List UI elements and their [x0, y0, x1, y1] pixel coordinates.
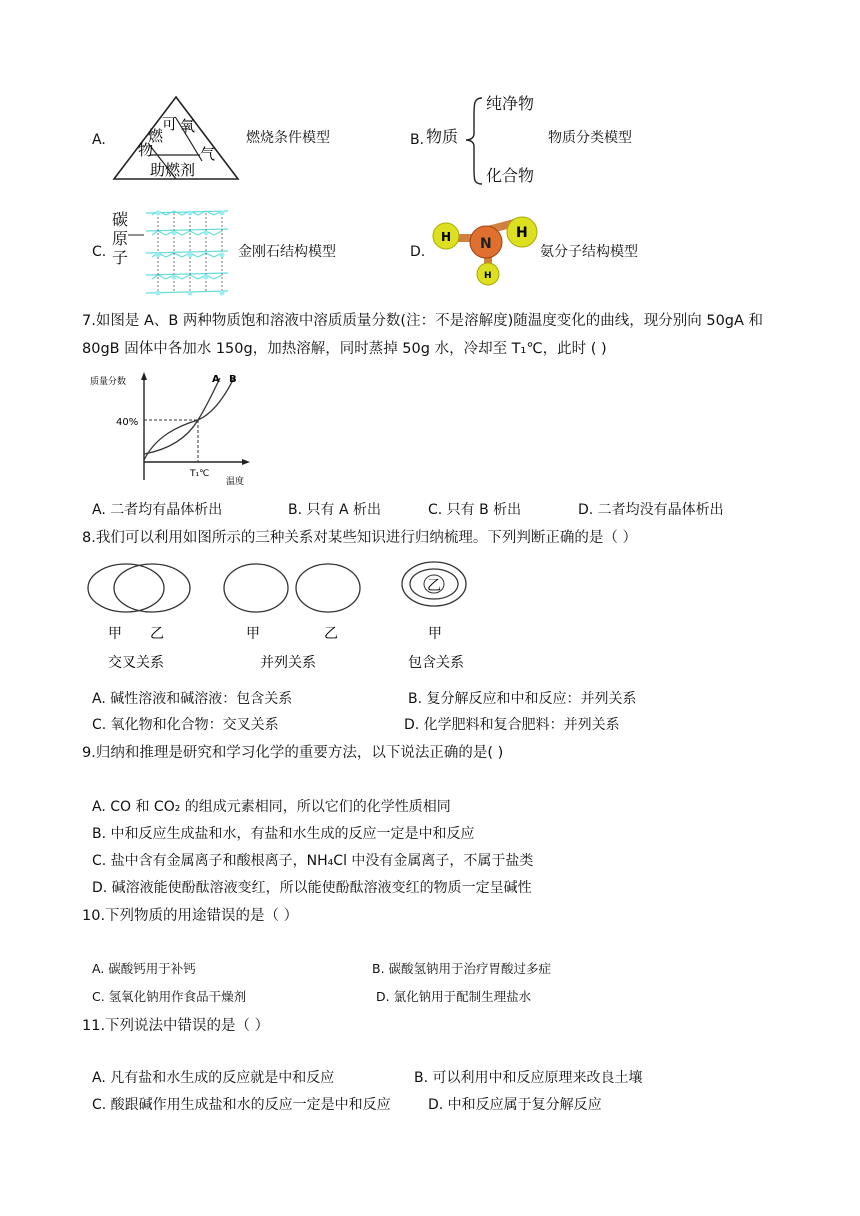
tri-char-5: 气 [200, 145, 216, 163]
d3-caption: 包含关系 [408, 655, 464, 671]
tri-char-1: 可 [162, 115, 178, 133]
classification-root: 物质 [426, 127, 459, 146]
q7-option-c[interactable]: C. 只有 B 析出 [428, 502, 522, 518]
q8-option-a[interactable]: A. 碱性溶液和碱溶液：包含关系 [92, 691, 293, 707]
series-b-label: B [229, 374, 237, 385]
d3-outer: 甲 [428, 626, 442, 642]
q11-option-d[interactable]: D. 中和反应属于复分解反应 [428, 1097, 602, 1113]
tri-char-6: 助燃剂 [150, 161, 196, 179]
ammonia-molecule-image [428, 212, 542, 290]
q8-option-d[interactable]: D. 化学肥料和复合肥料：并列关系 [404, 717, 620, 733]
q7-stem-line1: 7.如图是 A、B 两种物质饱和溶液中溶质质量分数(注：不是溶解度)随温度变化的曲线，现分别向 50gA 和 [82, 313, 764, 329]
q8-option-c[interactable]: C. 氧化物和化合物：交叉关系 [92, 717, 279, 733]
d2-left: 甲 [246, 626, 260, 642]
q6-option-c-caption: 金刚石结构模型 [238, 244, 336, 260]
q11-option-b[interactable]: B. 可以利用中和反应原理来改良土壤 [414, 1070, 643, 1086]
tri-char-4: 氧 [180, 117, 196, 135]
atom-h1: H [441, 230, 452, 244]
graph-ylabel: 质量分数 [90, 377, 127, 387]
q6-option-d-caption: 氨分子结构模型 [540, 244, 638, 260]
q7-option-a[interactable]: A. 二者均有晶体析出 [92, 502, 223, 518]
q11-option-c[interactable]: C. 酸跟碱作用生成盐和水的反应一定是中和反应 [92, 1097, 391, 1113]
atom-h2: H [516, 225, 528, 241]
mass-fraction-graph [86, 370, 256, 490]
carbon-char-3: 子 [112, 248, 129, 268]
d1-caption: 交叉关系 [108, 655, 164, 671]
q6-option-b-label: B. [410, 132, 425, 148]
carbon-char-2: 原 [112, 229, 129, 249]
inner-label: 乙 [427, 578, 441, 594]
q9-option-d[interactable]: D. 碱溶液能使酚酞溶液变红，所以能使酚酞溶液变红的物质一定呈碱性 [92, 880, 532, 896]
d2-right: 乙 [324, 626, 338, 642]
q8-stem: 8.我们可以利用如图所示的三种关系对某些知识进行归纳梳理。下列判断正确的是（ ） [82, 530, 637, 546]
classification-bottom: 化合物 [486, 166, 535, 185]
combustion-triangle-diagram [110, 93, 242, 183]
graph-y-mark: 40% [116, 417, 139, 428]
q6-option-c-label: C. [92, 244, 107, 260]
q11-option-a[interactable]: A. 凡有盐和水生成的反应就是中和反应 [92, 1070, 335, 1086]
graph-x-mark: T₁℃ [190, 469, 210, 479]
diamond-structure-image [128, 205, 238, 300]
q11-stem: 11.下列说法中错误的是（ ） [82, 1018, 270, 1034]
classification-top: 纯净物 [486, 94, 535, 113]
curve-b [144, 378, 234, 460]
q10-option-b[interactable]: B. 碳酸氢钠用于治疗胃酸过多症 [372, 961, 552, 976]
tri-char-2: 燃 [148, 127, 164, 145]
q10-option-a[interactable]: A. 碳酸钙用于补钙 [92, 961, 196, 976]
d2-caption: 并列关系 [260, 655, 316, 671]
q7-stem-line2: 80gB 固体中各加水 150g，加热溶解，同时蒸掉 50g 水，冷却至 T₁℃，此时 ( ) [82, 341, 607, 357]
q6-option-a-caption: 燃烧条件模型 [246, 130, 330, 146]
d1-right: 乙 [150, 626, 164, 642]
q10-option-c[interactable]: C. 氢氧化钠用作食品干燥剂 [92, 989, 247, 1004]
q7-option-d[interactable]: D. 二者均没有晶体析出 [578, 502, 724, 518]
classification-brace [464, 96, 486, 186]
q9-option-a[interactable]: A. CO 和 CO₂ 的组成元素相同，所以它们的化学性质相同 [92, 799, 451, 815]
q9-option-b[interactable]: B. 中和反应生成盐和水，有盐和水生成的反应一定是中和反应 [92, 826, 475, 842]
carbon-char-1: 碳 [112, 210, 129, 229]
d1-left: 甲 [108, 626, 122, 642]
atom-n: N [480, 236, 492, 252]
q6-option-a-label: A. [92, 132, 106, 148]
q9-option-c[interactable]: C. 盐中含有金属离子和酸根离子，NH₄Cl 中没有金属离子，不属于盐类 [92, 853, 534, 869]
tri-char-3: 物 [138, 141, 154, 159]
series-a-label: A [212, 374, 220, 385]
relationship-diagrams [84, 560, 484, 680]
q6-option-b-caption: 物质分类模型 [548, 130, 632, 146]
q7-option-b[interactable]: B. 只有 A 析出 [288, 502, 381, 518]
q10-stem: 10.下列物质的用途错误的是（ ） [82, 908, 299, 924]
curve-a [144, 378, 220, 454]
atom-h3: H [484, 271, 492, 281]
q8-option-b[interactable]: B. 复分解反应和中和反应：并列关系 [408, 691, 637, 707]
q6-option-d-label: D. [410, 244, 426, 260]
q10-option-d[interactable]: D. 氯化钠用于配制生理盐水 [376, 989, 532, 1004]
q9-stem: 9.归纳和推理是研究和学习化学的重要方法，以下说法正确的是( ) [82, 745, 504, 761]
graph-xlabel: 温度 [226, 477, 245, 487]
